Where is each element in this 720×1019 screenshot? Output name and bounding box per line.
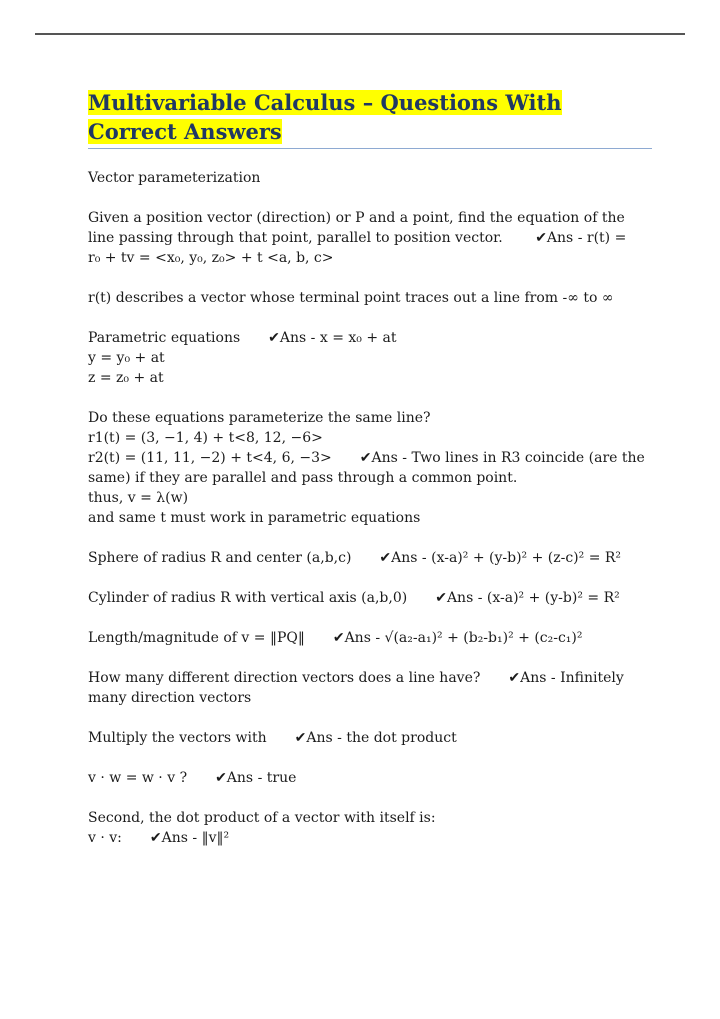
question-text: Given a position vector (direction) or P and a point, find the equation of the line passing through that point, parallel to position vector. [88, 210, 625, 246]
qa-item [88, 628, 653, 648]
qa-item [88, 168, 653, 188]
question-text: How many different direction vectors does a line have? [88, 670, 481, 686]
qa-item [88, 768, 653, 788]
question-line [88, 548, 653, 568]
answer-text: √(a₂-a₁)² + (b₂-b₁)² + (c₂-c₁)² [384, 630, 583, 646]
qa-item [88, 288, 653, 308]
answer-label: ✔Ans - [508, 670, 556, 686]
document-title: Multivariable Calculus – Questions With Correct Answers [88, 90, 562, 144]
qa-item [88, 328, 653, 388]
answer-label: ✔Ans - [149, 830, 198, 846]
question-line [88, 828, 653, 848]
qa-item [88, 208, 653, 268]
answer-text: and same t must work in parametric equations [88, 510, 421, 526]
answer-text: the dot product [346, 730, 457, 746]
answer-text: Two lines in R3 coincide (are the [411, 450, 645, 466]
answer-text: ‖v‖² [201, 830, 230, 846]
answer-label: ✔Ans - [535, 230, 583, 246]
answer-text: same) if they are parallel and pass through a common point. [88, 470, 518, 486]
answer-text: thus, v = λ(w) [88, 490, 189, 506]
question-text: r1(t) = (3, −1, 4) + t<8, 12, −6> [88, 430, 323, 446]
answer-label: ✔Ans - [268, 330, 316, 346]
answer-text: Infinitely [560, 670, 624, 686]
question-text: Sphere of radius R and center (a,b,c) [88, 550, 352, 566]
answer-text: x = x₀ + at [319, 330, 397, 346]
qa-item [88, 668, 653, 708]
qa-item [88, 408, 653, 528]
question-text: Length/magnitude of v = ‖PQ‖ [88, 630, 305, 646]
qa-item [88, 808, 653, 848]
answer-text: (x-a)² + (y-b)² + (z-c)² = R² [431, 550, 622, 566]
question-text: Multiply the vectors with [88, 730, 267, 746]
question-text: Parametric equations [88, 330, 241, 346]
answer-text: r₀ + tv = <x₀, y₀, z₀> + t <a, b, c> [88, 250, 334, 266]
answer-label: ✔Ans - [215, 770, 263, 786]
answer-text: z = z₀ + at [88, 370, 164, 386]
question-text: Second, the dot product of a vector with itself is: [88, 810, 436, 826]
qa-item [88, 548, 653, 568]
answer-label: ✔Ans - [379, 550, 427, 566]
document-body [88, 168, 653, 868]
question-text: v · w = w · v ? [88, 770, 188, 786]
answer-label: ✔Ans - [332, 630, 381, 646]
title-block [88, 88, 648, 146]
question-line [88, 328, 653, 348]
question-line [88, 448, 653, 468]
answer-label: ✔Ans - [435, 590, 483, 606]
answer-text: many direction vectors [88, 690, 252, 706]
qa-item [88, 728, 653, 748]
question-text: Vector parameterization [88, 170, 261, 186]
qa-item [88, 588, 653, 608]
answer-text: true [266, 770, 297, 786]
page-top-rule [35, 33, 685, 35]
answer-text: y = y₀ + at [88, 350, 165, 366]
question-text: Cylinder of radius R with vertical axis (a,b,0) [88, 590, 408, 606]
answer-text: r(t) = [586, 230, 627, 246]
answer-text: (x-a)² + (y-b)² = R² [486, 590, 620, 606]
question-text: Do these equations parameterize the same line? [88, 410, 431, 426]
answer-label: ✔Ans - [359, 450, 407, 466]
question-line [88, 728, 653, 748]
question-line [88, 768, 653, 788]
title-underline [88, 148, 652, 149]
question-line [88, 628, 653, 648]
answer-label: ✔Ans - [294, 730, 342, 746]
question-text: r(t) describes a vector whose terminal point traces out a line from -∞ to ∞ [88, 290, 614, 306]
question-text: v · v: [88, 830, 122, 846]
question-text [88, 208, 653, 248]
question-line [88, 588, 653, 608]
question-line [88, 668, 653, 688]
question-text: r2(t) = (11, 11, −2) + t<4, 6, −3> [88, 450, 332, 466]
